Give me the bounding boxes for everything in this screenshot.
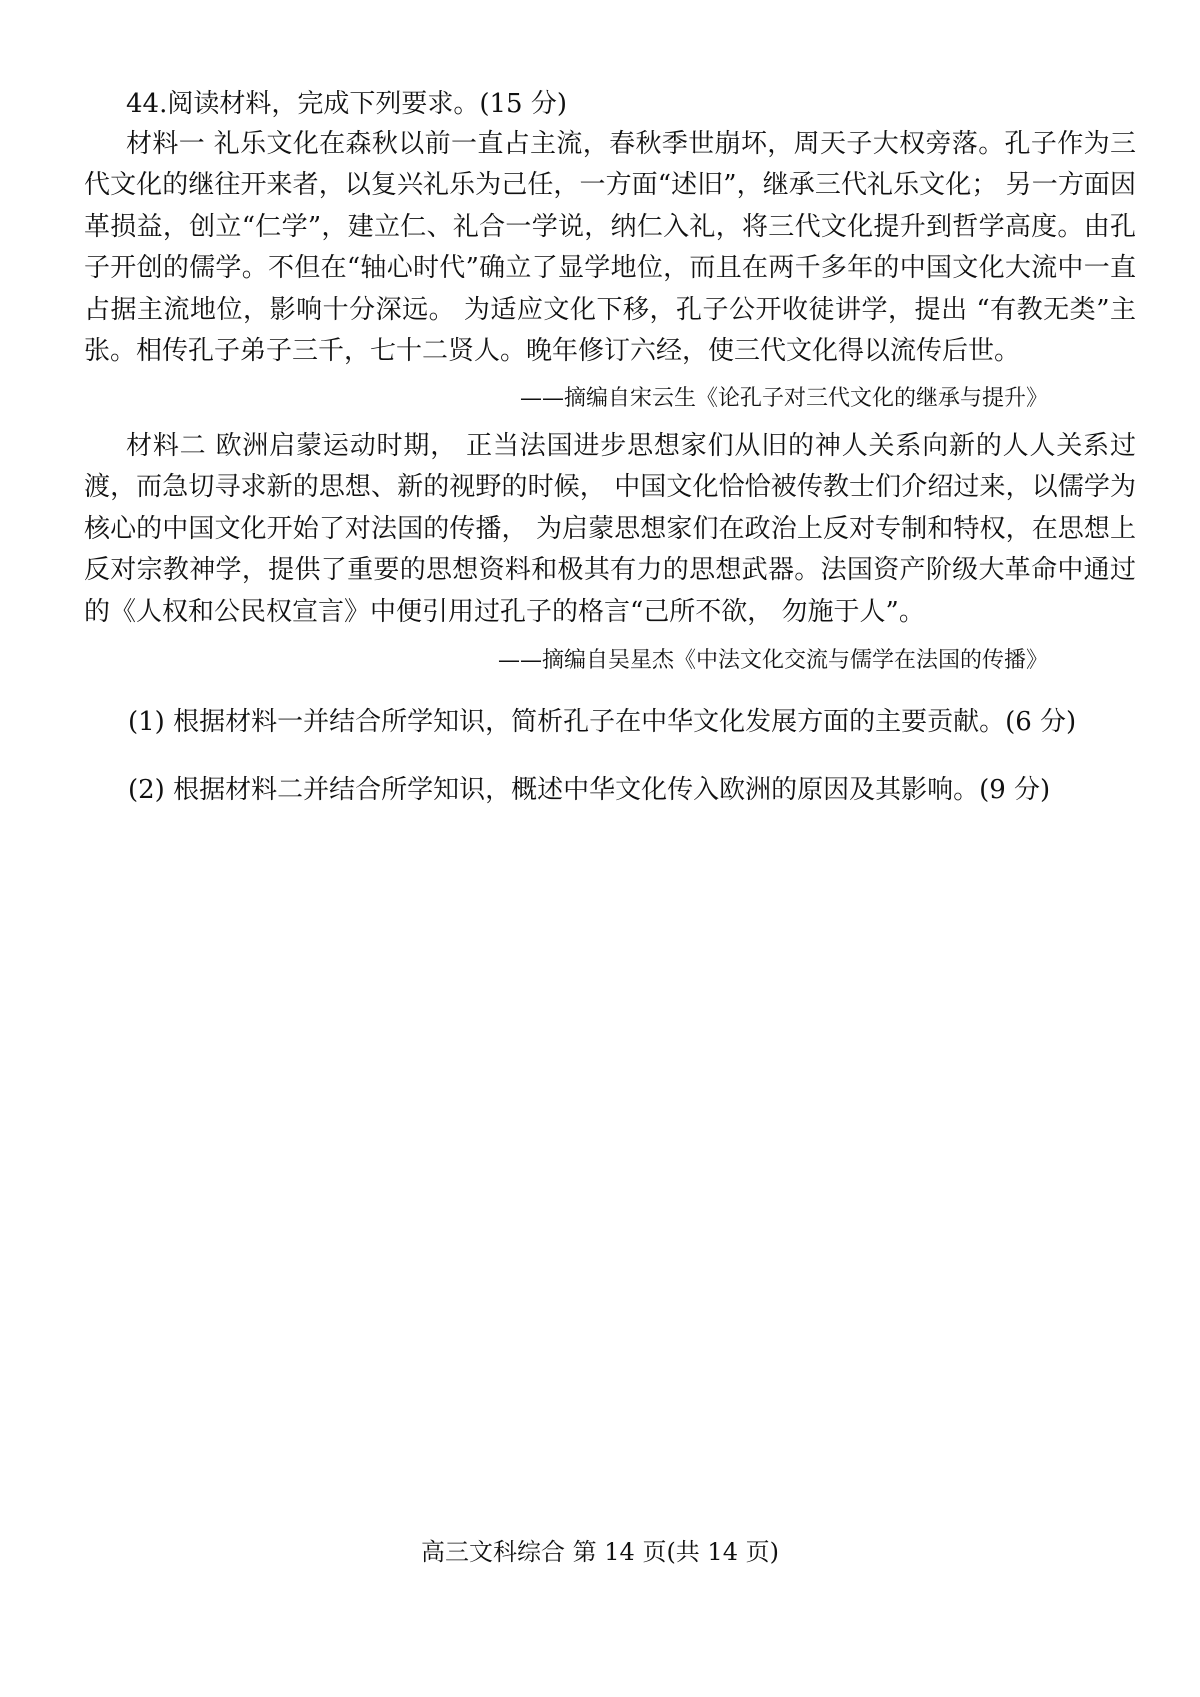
material-one-source: ——摘编自宋云生《论孔子对三代文化的继承与提升》	[519, 386, 1048, 411]
material-one-text: 礼乐文化在森秋以前一直占主流，春秋季世崩坏，周天子大权旁落。孔子作为三代文化的继往开来者，以复兴礼乐为己任，一方面“述旧”，继承三代礼乐文化； 另一方面因革损益，创立“仁学”，建立仁、礼合一学说，纳仁入礼，将三代文化提升到哲学高度。由孔子开创的儒学。不但在“轴心时代”确立了显学地位，而且在两千多年的中国文化大流中一直占据主流地位，影响十分深远。 为适应文化下移，孔子公开收徒讲学，提出 “有教无类”主张。相传孔子弟子三千，七十二贤人。晚年修订六经，使三代文化得以流传后世。	[84, 129, 1136, 367]
material-two-text: 欧洲启蒙运动时期， 正当法国进步思想家们从旧的神人关系向新的人人关系过渡，而急切寻求新的思想、新的视野的时候， 中国文化恰恰被传教士们介绍过来，以儒学为核心的中国文化开始了对法国的传播， 为启蒙思想家们在政治上反对专制和特权，在思想上反对宗教神学，提供了重要的思想资料和极其有力的思想武器。法国资产阶级大革命中通过的《人权和公民权宣言》中便引用过孔子的格言“己所不欲， 勿施于人”。	[84, 431, 1136, 627]
question-heading: 44.阅读材料，完成下列要求。(15 分)	[126, 89, 567, 119]
material-two	[84, 426, 1136, 633]
material-two-label: 材料二	[126, 431, 207, 461]
material-two-source: ——摘编自吴星杰《中法文化交流与儒学在法国的传播》	[497, 648, 1048, 673]
sub-question-2: (2) 根据材料二并结合所学知识，概述中华文化传入欧洲的原因及其影响。(9 分)	[128, 775, 1051, 805]
material-one-label: 材料一	[126, 129, 206, 159]
material-one	[84, 124, 1136, 372]
sub-question-1: (1) 根据材料一并结合所学知识，简析孔子在中华文化发展方面的主要贡献。(6 分)	[128, 707, 1077, 737]
page-footer: 高三文科综合 第 14 页(共 14 页)	[421, 1538, 779, 1566]
